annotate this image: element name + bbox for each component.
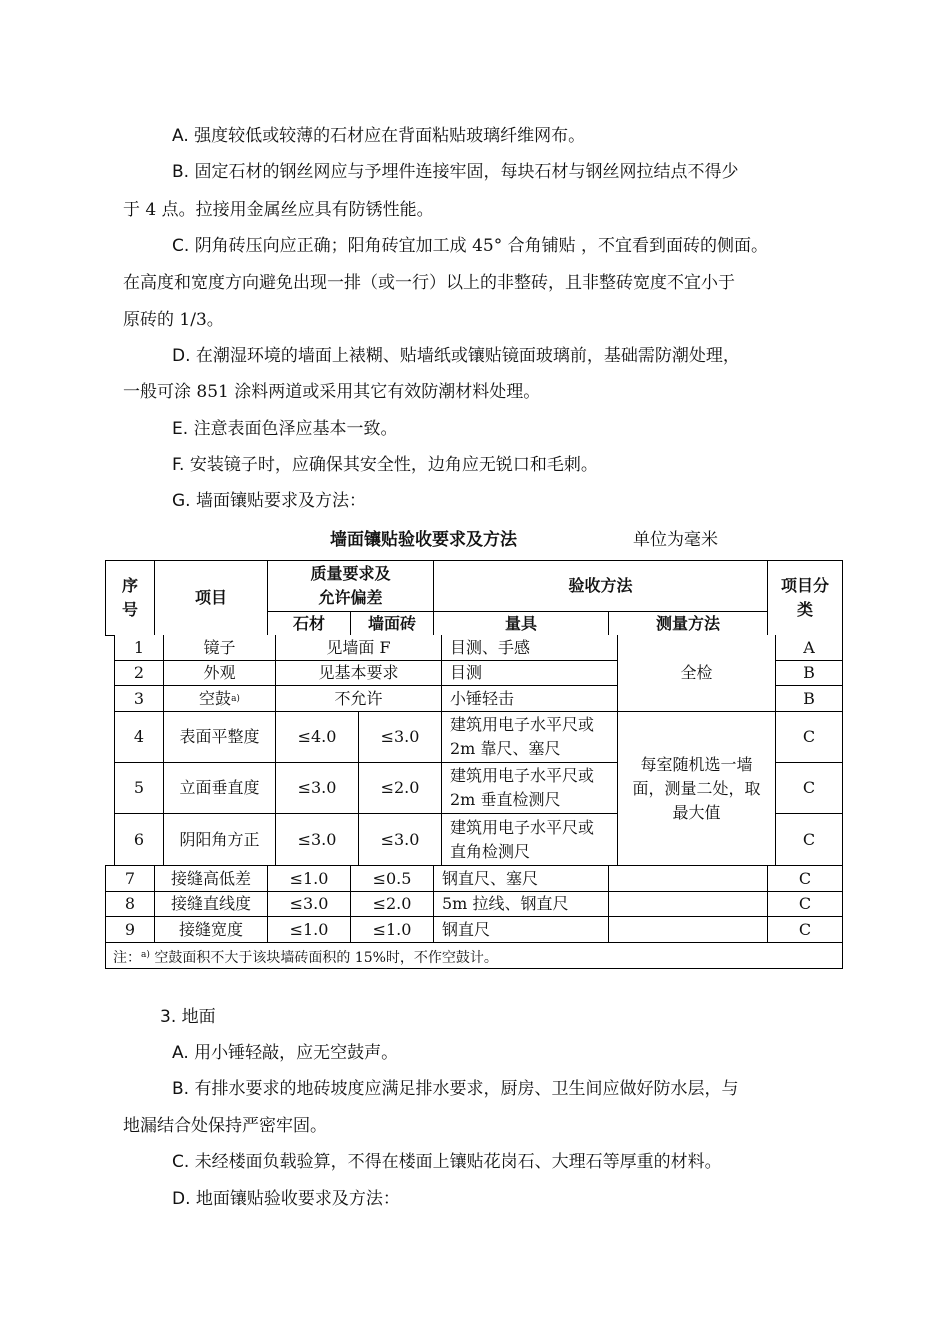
para-a: A. 强度较低或较薄的石材应在背面粘贴玻璃纤维网布。 — [172, 126, 586, 146]
table-cell-cat: C — [768, 866, 842, 892]
para-d-cont: 一般可涂 851 涂料两道或采用其它有效防潮材料处理。 — [123, 382, 541, 402]
section-3-title: 3. 地面 — [160, 1007, 216, 1027]
table-cell-cat: A — [776, 635, 842, 661]
para-c-cont-1: 在高度和宽度方向避免出现一排（或一行）以上的非整砖，且非整砖宽度不宜小于 — [123, 273, 735, 293]
header-seq: 序 号 — [106, 561, 155, 636]
table-cell-tool: 钢直尺、塞尺 — [434, 866, 609, 892]
table-cell-item: 接缝宽度 — [155, 917, 268, 943]
table-cell-item: 阴阳角方正 — [164, 814, 276, 865]
table-cell-std: 见墙面 F — [276, 635, 442, 661]
floor-para-a: A. 用小锤轻敲，应无空鼓声。 — [172, 1043, 399, 1063]
table-cell-item: 接缝直线度 — [155, 892, 268, 917]
footnote-mark: a) — [231, 693, 240, 704]
header-category: 项目分 类 — [768, 561, 842, 636]
table-cell-tool: 建筑用电子水平尺或 2m 靠尺、塞尺 — [442, 712, 618, 763]
para-e: E. 注意表面色泽应基本一致。 — [172, 419, 398, 439]
header-measure: 测量方法 — [609, 612, 768, 636]
floor-para-c: C. 未经楼面负载验算，不得在楼面上镶贴花岗石、大理石等厚重的材料。 — [172, 1152, 722, 1172]
para-g: G. 墙面镶贴要求及方法： — [172, 491, 366, 511]
para-c-cont-2: 原砖的 1/3。 — [123, 310, 224, 330]
table-caption — [0, 525, 950, 551]
floor-para-b: B. 有排水要求的地砖坡度应满足排水要求，厨房、卫生间应做好防水层，与 — [172, 1079, 739, 1099]
table-cell-tool: 目测 — [442, 661, 618, 686]
table-cell-seq: 1 — [115, 635, 164, 661]
table-note: 注：$^{a)}$ 空鼓面积不大于该块墙砖面积的 15%时，不作空鼓计。 — [113, 950, 498, 966]
table-cell-tile: ≤1.0 — [351, 917, 434, 943]
table-cell-item: 外观 — [164, 661, 276, 686]
table-cell-item: 立面垂直度 — [164, 763, 276, 814]
floor-para-b-cont: 地漏结合处保持严密牢固。 — [123, 1116, 327, 1136]
table-cell-stone: ≤3.0 — [276, 814, 359, 865]
table-cell-seq: 4 — [115, 712, 164, 763]
table-unit: 单位为毫米 — [633, 530, 718, 550]
table-cell-seq: 5 — [115, 763, 164, 814]
footnote-mark: a) — [141, 950, 150, 960]
table-cell-tool: 建筑用电子水平尺或 直角检测尺 — [442, 814, 618, 865]
table-cell-seq: 9 — [106, 917, 155, 943]
table-cell-seq: 2 — [115, 661, 164, 686]
table-cell-cat: C — [776, 814, 842, 865]
table-cell-tile: ≤2.0 — [351, 892, 434, 917]
table-cell-item: 空鼓 a) — [164, 686, 276, 712]
para-d: D. 在潮湿环境的墙面上裱糊、贴墙纸或镶贴镜面玻璃前，基础需防潮处理， — [172, 346, 740, 366]
table-cell-cat: C — [776, 712, 842, 763]
table-body-middle — [114, 635, 843, 866]
table-title: 墙面镶贴验收要求及方法 — [330, 530, 517, 550]
header-method: 验收方法 — [434, 561, 768, 612]
table-cell-measure — [609, 892, 768, 917]
table-cell-tool: 建筑用电子水平尺或 2m 垂直检测尺 — [442, 763, 618, 814]
table-cell-seq: 7 — [106, 866, 155, 892]
header-stone: 石材 — [268, 612, 351, 636]
para-c: C. 阴角砖压向应正确；阳角砖宜加工成 45° 合角铺贴 ，不宜看到面砖的侧面。 — [172, 236, 769, 256]
table-cell-tool: 5m 拉线、钢直尺 — [434, 892, 609, 917]
header-item: 项目 — [155, 561, 268, 636]
table-cell-tile: ≤2.0 — [359, 763, 442, 814]
table-cell-seq: 6 — [115, 814, 164, 865]
table-cell-measure — [609, 866, 768, 892]
table-cell-cat: C — [776, 763, 842, 814]
table-cell-stone: ≤3.0 — [268, 892, 351, 917]
table-cell-measure — [609, 917, 768, 943]
table-cell-std: 见基本要求 — [276, 661, 442, 686]
table-cell-cat: C — [768, 892, 842, 917]
table-cell-stone: ≤1.0 — [268, 866, 351, 892]
table-cell-cat: B — [776, 686, 842, 712]
table-cell-tile: ≤3.0 — [359, 712, 442, 763]
table-cell-item: 接缝高低差 — [155, 866, 268, 892]
table-body-bottom — [105, 865, 843, 969]
table-cell-item: 镜子 — [164, 635, 276, 661]
table-cell-stone: ≤4.0 — [276, 712, 359, 763]
table-cell-item: 表面平整度 — [164, 712, 276, 763]
table-cell-tile: ≤0.5 — [351, 866, 434, 892]
header-tile: 墙面砖 — [351, 612, 434, 636]
table-cell-tool: 小锤轻击 — [442, 686, 618, 712]
table-cell-stone: ≤3.0 — [276, 763, 359, 814]
table-cell-tile: ≤3.0 — [359, 814, 442, 865]
table-cell-std: 不允许 — [276, 686, 442, 712]
para-f: F. 安装镜子时，应确保其安全性，边角应无锐口和毛刺。 — [172, 455, 598, 475]
table-cell-cat: B — [776, 661, 842, 686]
table-header — [105, 560, 843, 636]
table-cell-stone: ≤1.0 — [268, 917, 351, 943]
header-quality: 质量要求及 允许偏差 — [268, 561, 434, 612]
para-b: B. 固定石材的钢丝网应与予埋件连接牢固，每块石材与钢丝网拉结点不得少 — [172, 162, 739, 182]
table-cell-cat: C — [768, 917, 842, 943]
table-cell-tool: 钢直尺 — [434, 917, 609, 943]
floor-para-d: D. 地面镶贴验收要求及方法： — [172, 1189, 400, 1209]
table-cell-tool: 目测、手感 — [442, 635, 618, 661]
random-check-cell: 每室随机选一墙 面，测量二处，取 最大值 — [618, 712, 776, 865]
table-cell-seq: 3 — [115, 686, 164, 712]
para-b-cont: 于 4 点。拉接用金属丝应具有防锈性能。 — [123, 200, 434, 220]
full-check-cell: 全检 — [618, 635, 776, 712]
table-cell-seq: 8 — [106, 892, 155, 917]
header-tool: 量具 — [434, 612, 609, 636]
